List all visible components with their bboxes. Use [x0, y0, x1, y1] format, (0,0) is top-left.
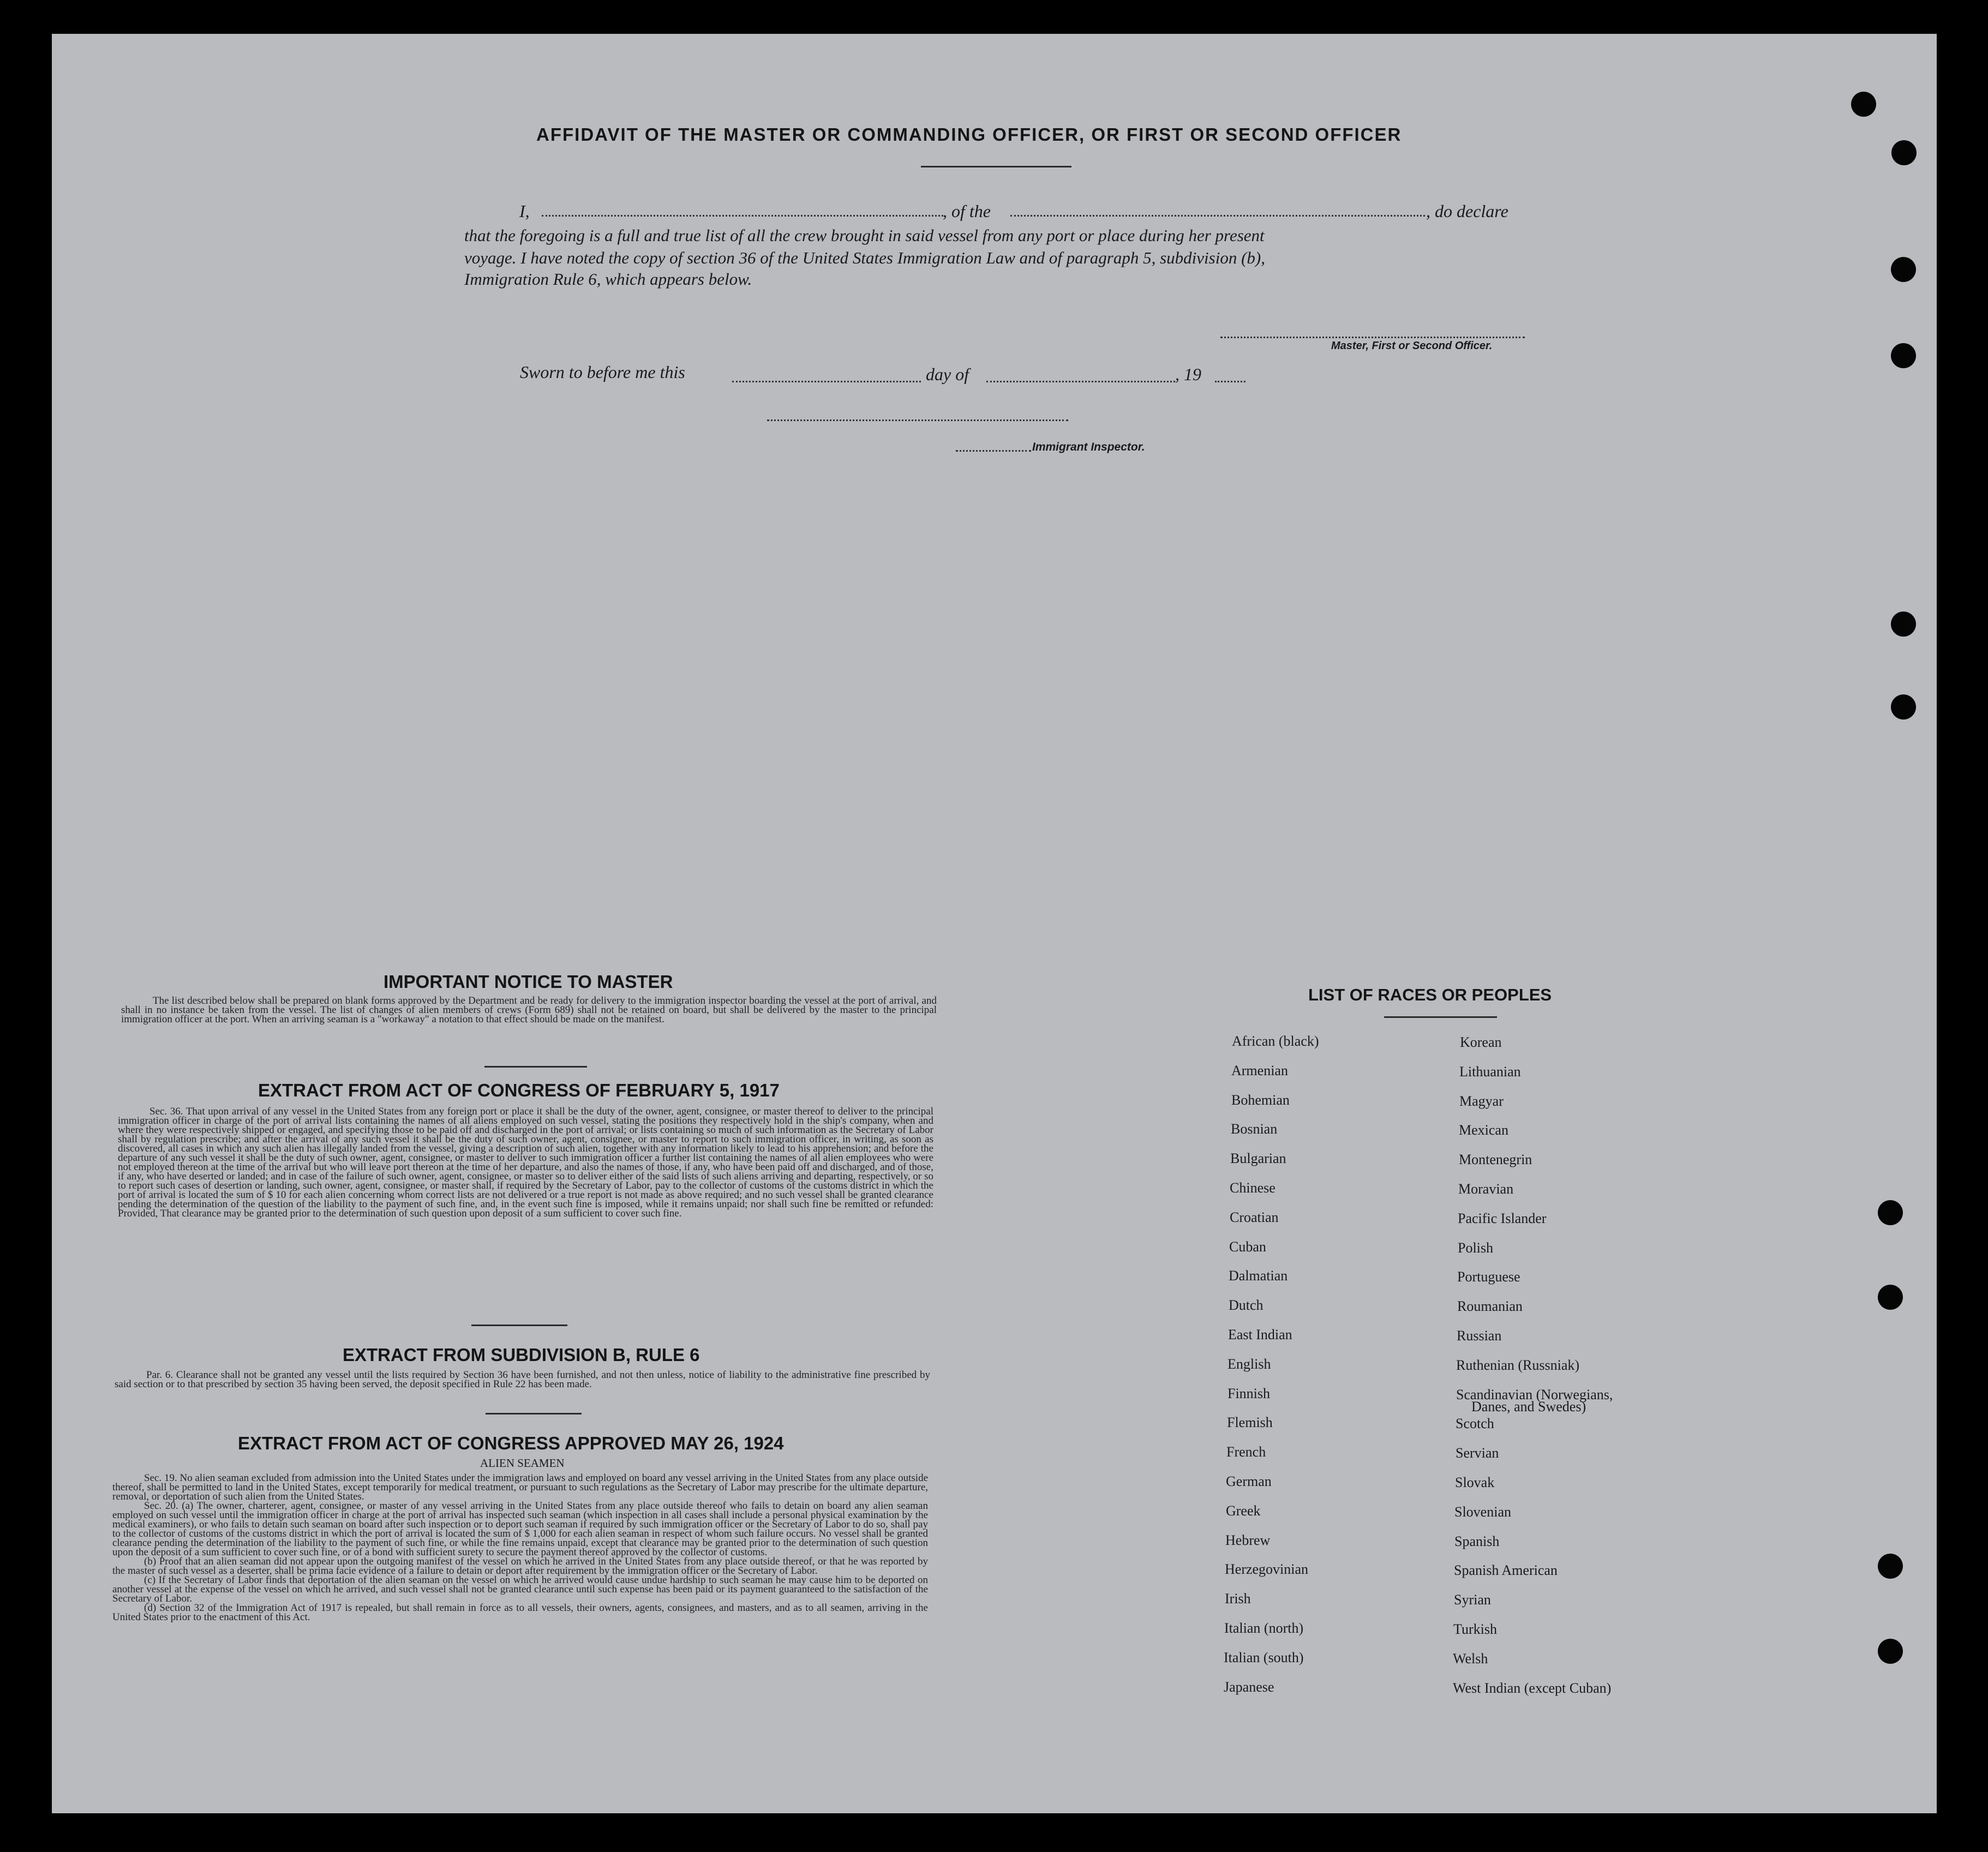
race-item: Greek — [1226, 1503, 1261, 1519]
race-item: Lithuanian — [1459, 1064, 1521, 1080]
sworn-year-field[interactable] — [1215, 381, 1246, 382]
sec-20c-text: (c) If the Secretary of Labor finds that deportation of the alien seaman on the vessel on which he arrived would cause undue hardship to such seaman he may cause him to be deported on another vessel at the expense of the vessel on which he arrived, and such vessel shall not be granted clearance until such expense has been paid or its payment guaranteed to the satisfaction of the Secretary of Labor. — [112, 1574, 928, 1604]
section-rule — [486, 1413, 582, 1415]
race-item: African (black) — [1232, 1033, 1319, 1049]
race-item: Portuguese — [1457, 1269, 1520, 1285]
race-item: Flemish — [1227, 1415, 1273, 1430]
race-item: Ruthenian (Russniak) — [1456, 1357, 1580, 1373]
binder-hole — [1878, 1639, 1903, 1664]
notice-text: The list described below shall be prepared on blank forms approved by the Department and be ready for delivery to the immigration inspector boarding the vessel at the port of arrival, and shall in no instance be taken from the vessel. The list of changes of alien members of crews (Form 689) shall not be retained on board, but shall be delivered by the master to the principal immigration officer at the port. When an arriving seaman is a "workaway" a notation to that effect should be made on the manifest. — [121, 995, 937, 1025]
affidavit-title: AFFIDAVIT OF THE MASTER OR COMMANDING OFFICER, OR FIRST OR SECOND OFFICER — [536, 124, 1402, 145]
race-item: Chinese — [1230, 1180, 1276, 1196]
extract-1917-title: EXTRACT FROM ACT OF CONGRESS OF FEBRUARY 5, 1917 — [258, 1080, 780, 1100]
race-item: Pacific Islander — [1458, 1210, 1547, 1226]
vessel-name-field[interactable] — [1010, 215, 1425, 217]
race-item: Cuban — [1229, 1239, 1266, 1255]
race-item: Scotch — [1456, 1416, 1494, 1431]
race-item: Herzegovinian — [1225, 1561, 1309, 1577]
race-item: French — [1226, 1444, 1266, 1460]
race-item: Polish — [1458, 1240, 1494, 1256]
race-item: Syrian — [1454, 1592, 1491, 1608]
notice-title: IMPORTANT NOTICE TO MASTER — [384, 972, 673, 992]
race-item: English — [1227, 1356, 1271, 1372]
race-item: Spanish — [1454, 1533, 1500, 1549]
binder-hole — [1891, 257, 1916, 282]
race-item: Dutch — [1229, 1297, 1264, 1313]
race-item: Croatian — [1230, 1209, 1279, 1225]
year-label: , 19 — [1175, 364, 1201, 384]
title-rule — [921, 166, 1071, 167]
race-item: Russian — [1457, 1328, 1502, 1344]
sworn-month-field[interactable] — [986, 381, 1175, 382]
master-signature-caption: Master, First or Second Officer. — [1331, 340, 1493, 352]
race-item: Scandinavian (Norwegians, — [1456, 1387, 1613, 1403]
races-title-rule — [1384, 1016, 1497, 1018]
sec-20b-text: (b) Proof that an alien seaman did not appear upon the outgoing manifest of the vessel on which he arrived in the United States from any place outside thereof, or that he was reported by the master of such vessel as a deserter, shall be prima facie evidence of a failure to detain or deport after requirement by the immigration officer or the Secretary of Labor. — [112, 1556, 928, 1577]
race-item: Irish — [1225, 1591, 1251, 1607]
extract-1924-title: EXTRACT FROM ACT OF CONGRESS APPROVED MAY 26, 1924 — [238, 1433, 784, 1453]
rule-6-title: EXTRACT FROM SUBDIVISION B, RULE 6 — [343, 1345, 700, 1365]
extract-1917-body — [118, 1107, 933, 1218]
race-item: East Indian — [1228, 1327, 1292, 1342]
race-item: Moravian — [1458, 1181, 1514, 1197]
race-item: Armenian — [1231, 1063, 1288, 1078]
affidavit-line-3: voyage. I have noted the copy of section 36 of the United States Immigration Law and of paragraph 5, subdivision (b), — [464, 248, 1265, 267]
section-rule — [484, 1066, 587, 1068]
alien-seamen-subtitle: ALIEN SEAMEN — [480, 1457, 565, 1470]
binder-hole — [1891, 140, 1917, 165]
binder-hole — [1878, 1554, 1903, 1579]
race-item: Servian — [1456, 1445, 1499, 1461]
sworn-day-field[interactable] — [732, 381, 921, 382]
race-item: Spanish American — [1454, 1562, 1558, 1578]
race-item: Italian (south) — [1224, 1650, 1304, 1665]
sec-36-text: Sec. 36. That upon arrival of any vessel in the United States from any foreign port or place it shall be the duty of the owner, agent, consignee, or master thereof to deliver to the principal immigration officer in charge of the port of arrival lists containing the names of all aliens employed on such vessel, stating the positions they respectively hold in the ship's company, when and where they were respectively shipped or engaged, and specifying those to be paid off and discharged in the port of arrival; or lists containing so much of such information as the Secretary of Labor shall by regulation prescribe; and after the arrival of any such vessel it shall be the duty of such owner, agent, consignee, or master to report to such immigration officer, in writing, as soon as discovered, all cases in which any such alien has illegally landed from the vessel, giving a description of such alien, together with any information likely to lead to his apprehension; and before the departure of any such vessel it shall be the duty of such owner, agent, consignee, or master to deliver to such immigration officer a further list containing the names of all alien employees who were not employed thereon at the time of the arrival but who will leave port thereon at the time of her departure, and also the names of those, if any, who have been paid off and discharged, and of those, if any, who have deserted or landed; and in case of the failure of such owner, agent, consignee, or master so to deliver either of the said lists of such aliens arriving and departing, respectively, or so to report such cases of desertion or landing, such owner, agent, consignee, or master shall, if required by the Secretary of Labor, pay to the collector of customs of the customs district in which the port of arrival is located the sum of $ 10 for each alien concerning whom correct lists are not delivered or a true report is not made as above required; and no such vessel shall be granted clearance pending the determination of the question of the liability to the payment of such fine, and, in the event such fine is imposed, while it remains unpaid; nor shall such fine be remitted or refunded: Provided, That clearance may be granted prior to the determination of such question upon deposit of a sum sufficient to cover such fine. — [118, 1106, 933, 1219]
race-item: Welsh — [1453, 1651, 1488, 1667]
race-item: Finnish — [1227, 1386, 1271, 1401]
race-item: Magyar — [1459, 1093, 1504, 1109]
binder-hole — [1891, 694, 1916, 720]
binder-hole — [1878, 1200, 1903, 1225]
race-item: Roumanian — [1457, 1298, 1523, 1314]
race-item: Korean — [1460, 1034, 1502, 1050]
affidavit-i-label: I, — [519, 201, 530, 221]
race-item: Dalmatian — [1229, 1268, 1288, 1284]
binder-hole — [1891, 343, 1916, 368]
affidavit-of-the-label: , of the — [943, 201, 991, 221]
race-item: Slovenian — [1454, 1504, 1511, 1520]
race-item: Danes, and Swedes) — [1471, 1399, 1586, 1415]
binder-hole — [1891, 612, 1916, 637]
sworn-label: Sworn to before me this — [520, 362, 685, 382]
notice-body — [121, 996, 937, 1024]
sec-20d-text: (d) Section 32 of the Immigration Act of 1917 is repealed, but shall remain in force as to all vessels, their owners, agents, consignees, and masters, and as to all seamen, arriving in the United States prior to the enactment of this Act. — [112, 1602, 928, 1623]
affidavit-declare-label: , do declare — [1426, 201, 1508, 221]
race-item: Bulgarian — [1230, 1150, 1286, 1166]
race-item: Bosnian — [1231, 1121, 1278, 1137]
binder-hole — [1851, 92, 1876, 117]
race-item: Turkish — [1453, 1621, 1497, 1637]
race-item: Slovak — [1455, 1475, 1495, 1490]
race-item: Montenegrin — [1459, 1152, 1532, 1167]
rule-6-body — [115, 1370, 930, 1389]
section-rule — [471, 1324, 567, 1326]
affidavit-line-2: that the foregoing is a full and true list of all the crew brought in said vessel from any port or place during her present — [464, 226, 1265, 245]
sec-20a-text: Sec. 20. (a) The owner, charterer, agent, consignee, or master of any vessel arriving in the United States from any place outside thereof who fails to detain on board any alien seaman employed on such vessel until the immigration officer in charge at the port of arrival has inspected such seaman (which inspection in all cases shall include a personal physical examination by the medical examiners), or who fails to detain such seaman on board after such inspection or to deport such seaman if required by such immigration officer or the Secretary of Labor to do so, shall pay to the collector of customs of the customs district in which the port of arrival is located the sum of $ 1,000 for each alien seaman in respect of whom such failure occurs. No vessel shall be granted clearance pending the determination of the liability to the payment of such fine, or while the fine remains unpaid, except that clearance may be granted prior to the determination of such question upon the deposit of a sum sufficient to cover such fine, or of a bond with sufficient surety to secure the payment thereof approved by the collector of customs. — [112, 1500, 928, 1558]
race-item: Bohemian — [1231, 1092, 1290, 1108]
par-6-text: Par. 6. Clearance shall not be granted any vessel until the lists required by Section 36 have been furnished, and not then unless, notice of liability to the administrative fine prescribed by said section or to that prescribed by section 35 having been served, the deposit specified in Rule 22 has been made. — [115, 1369, 930, 1390]
race-item: Italian (north) — [1224, 1620, 1304, 1636]
inspector-prefix-field[interactable] — [956, 450, 1031, 452]
sec-19-text: Sec. 19. No alien seaman excluded from admission into the United States under the immigration laws and employed on board any vessel arriving in the United States from any place outside thereof, shall be permitted to land in the United States, except temporarily for medical treatment, or pursuant to such regulations as the Secretary of Labor may prescribe for the ultimate departure, removal, or deportation of such alien from the United States. — [112, 1472, 928, 1502]
extract-1924-body — [112, 1473, 928, 1622]
inspector-caption: Immigrant Inspector. — [1032, 441, 1145, 453]
race-item: Japanese — [1224, 1679, 1274, 1695]
race-item: West Indian (except Cuban) — [1453, 1680, 1612, 1696]
inspector-signature-field[interactable] — [767, 419, 1068, 421]
day-of-label: day of — [926, 364, 969, 384]
races-title: LIST OF RACES OR PEOPLES — [1308, 985, 1552, 1004]
race-item: Hebrew — [1225, 1532, 1271, 1548]
race-item: Mexican — [1459, 1122, 1508, 1138]
affidavit-line-4: Immigration Rule 6, which appears below. — [464, 269, 752, 289]
master-signature-field[interactable] — [1220, 337, 1525, 338]
race-item: German — [1226, 1473, 1272, 1489]
affiant-name-field[interactable] — [542, 215, 943, 217]
binder-hole — [1878, 1285, 1903, 1310]
